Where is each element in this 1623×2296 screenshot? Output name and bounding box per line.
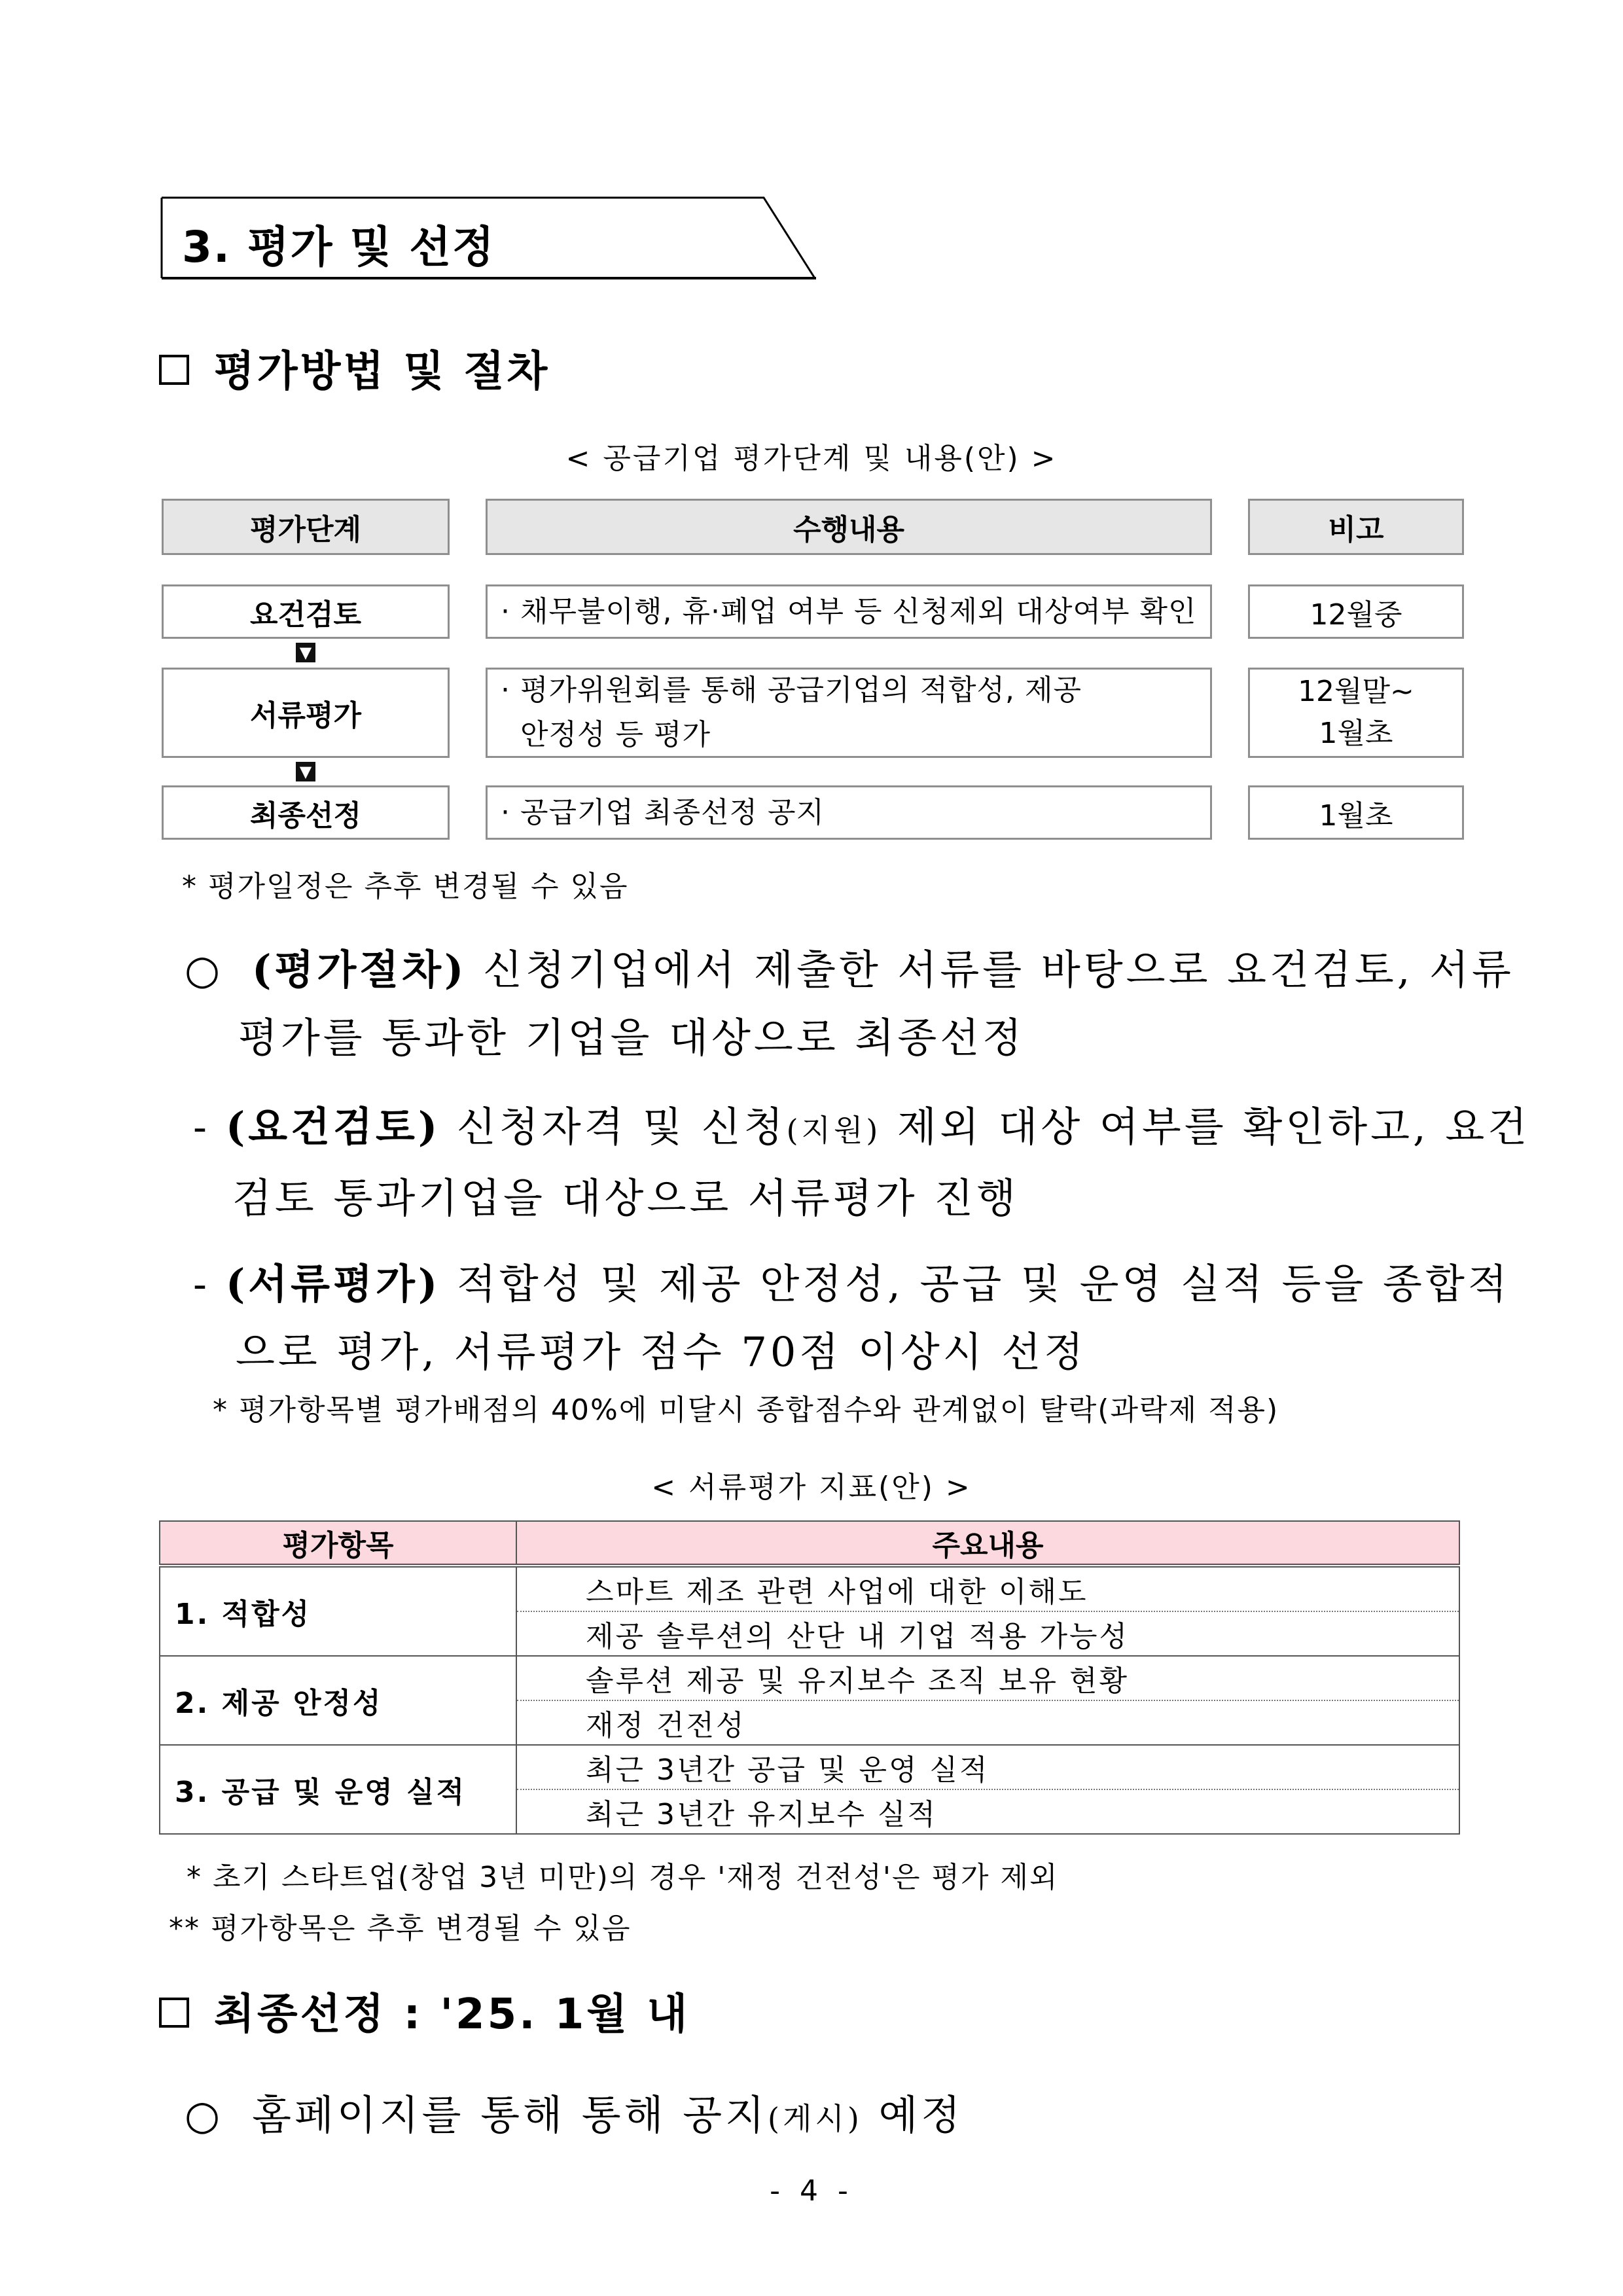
process-stage-1: 요건검토 bbox=[162, 584, 450, 639]
final-text-small: (게시) bbox=[768, 2101, 863, 2136]
process-header-content: 수행내용 bbox=[486, 499, 1212, 555]
indicator-content: 최근 3년간 유지보수 실적 bbox=[516, 1789, 1459, 1834]
paragraph-evaluation-procedure bbox=[185, 936, 1514, 1072]
process-note-1: 12월중 bbox=[1248, 584, 1464, 639]
indicator-content: 제공 솔루션의 산단 내 기업 적용 가능성 bbox=[516, 1611, 1459, 1656]
process-header-stage: 평가단계 bbox=[162, 499, 450, 555]
table-row bbox=[160, 1566, 1459, 1611]
paragraph-document-evaluation bbox=[193, 1250, 1510, 1386]
indicator-item-1: 1. 적합성 bbox=[160, 1566, 516, 1656]
process-content-2 bbox=[486, 668, 1212, 758]
label-requirement-review: (요건검토) bbox=[225, 1103, 441, 1151]
process-note-3: 1월초 bbox=[1248, 785, 1464, 840]
page-number: - 4 - bbox=[770, 2174, 853, 2208]
table-row bbox=[160, 1745, 1459, 1789]
paragraph-1-line2: 평가를 통과한 기업을 대상으로 최종선정 bbox=[238, 1014, 1025, 1062]
dash-bullet: - bbox=[193, 1260, 210, 1308]
evaluation-cutoff-note: * 평가항목별 평가배점의 40%에 미달시 종합점수와 관계없이 탈락(과락제 적용) bbox=[213, 1393, 1279, 1427]
paragraph-2-line1a: 신청자격 및 신청 bbox=[440, 1103, 787, 1151]
section-title-box bbox=[160, 196, 818, 281]
paragraph-1-line1: 신청기업에서 제출한 서류를 바탕으로 요건검토, 서류 bbox=[467, 946, 1514, 994]
arrow-down-icon: ▼ bbox=[296, 643, 315, 662]
arrow-down-icon: ▼ bbox=[296, 762, 315, 781]
section-title: 3. 평가 및 선정 bbox=[182, 222, 495, 272]
process-stage-2: 서류평가 bbox=[162, 668, 450, 758]
process-content-2-line2: 안정성 등 평가 bbox=[501, 718, 711, 751]
indicator-table bbox=[159, 1520, 1460, 1835]
process-footnote: * 평가일정은 추후 변경될 수 있음 bbox=[182, 870, 629, 903]
indicator-item-3: 3. 공급 및 운영 실적 bbox=[160, 1745, 516, 1834]
circle-bullet: ○ bbox=[185, 2091, 224, 2139]
indicator-content: 재정 건전성 bbox=[516, 1700, 1459, 1745]
table-row bbox=[160, 1656, 1459, 1700]
final-text-a: 홈페이지를 통해 통해 공지 bbox=[252, 2091, 768, 2139]
dash-bullet: - bbox=[193, 1103, 210, 1151]
process-note-2 bbox=[1248, 668, 1464, 758]
process-note-2-line2: 1월초 bbox=[1319, 717, 1393, 750]
label-document-evaluation: (서류평가) bbox=[225, 1260, 441, 1308]
indicator-header-content: 주요내용 bbox=[516, 1521, 1459, 1566]
indicator-content: 솔루션 제공 및 유지보수 조직 보유 현황 bbox=[516, 1656, 1459, 1700]
process-stage-3: 최종선정 bbox=[162, 785, 450, 840]
paragraph-3-line1: 적합성 및 제공 안정성, 공급 및 운영 실적 등을 종합적 bbox=[440, 1260, 1510, 1308]
paragraph-2-small: (지원) bbox=[786, 1113, 882, 1148]
indicator-note-1: * 초기 스타트업(창업 3년 미만)의 경우 '재정 건전성'은 평가 제외 bbox=[187, 1861, 1059, 1894]
indicator-note-2: ** 평가항목은 추후 변경될 수 있음 bbox=[169, 1912, 632, 1945]
final-selection-notice bbox=[185, 2081, 963, 2153]
paragraph-3-line2: 으로 평가, 서류평가 점수 70점 이상시 선정 bbox=[236, 1328, 1087, 1376]
heading-evaluation-method-text: 평가방법 및 절차 bbox=[214, 348, 550, 396]
heading-evaluation-method bbox=[159, 338, 550, 398]
label-evaluation-procedure: (평가절차) bbox=[252, 946, 467, 994]
indicator-content: 최근 3년간 공급 및 운영 실적 bbox=[516, 1745, 1459, 1789]
process-table-caption: < 공급기업 평가단계 및 내용(안) > bbox=[565, 442, 1058, 475]
indicator-header-item: 평가항목 bbox=[160, 1521, 516, 1566]
paragraph-requirement-review bbox=[193, 1093, 1531, 1232]
process-content-3: · 공급기업 최종선정 공지 bbox=[486, 785, 1212, 840]
paragraph-2-line2: 검토 통과기업을 대상으로 서류평가 진행 bbox=[232, 1174, 1019, 1222]
final-text-b: 예정 bbox=[862, 2091, 964, 2139]
process-content-2-line1: · 평가위원회를 통해 공급기업의 적합성, 제공 bbox=[501, 673, 1082, 707]
process-header-note: 비고 bbox=[1248, 499, 1464, 555]
process-content-1: · 채무불이행, 휴·폐업 여부 등 신청제외 대상여부 확인 bbox=[486, 584, 1212, 639]
checkbox-square-icon bbox=[159, 1998, 189, 2028]
indicator-content: 스마트 제조 관련 사업에 대한 이해도 bbox=[516, 1566, 1459, 1611]
circle-bullet: ○ bbox=[185, 946, 224, 994]
indicator-table-caption: < 서류평가 지표(안) > bbox=[651, 1471, 972, 1504]
heading-final-selection-text: 최종선정 : '25. 1월 내 bbox=[214, 1990, 690, 2039]
paragraph-2-line1b: 제외 대상 여부를 확인하고, 요건 bbox=[881, 1103, 1531, 1151]
process-note-2-line1: 12월말~ bbox=[1298, 675, 1414, 708]
indicator-item-2: 2. 제공 안정성 bbox=[160, 1656, 516, 1745]
heading-final-selection bbox=[159, 1981, 690, 2041]
checkbox-square-icon bbox=[159, 355, 189, 385]
